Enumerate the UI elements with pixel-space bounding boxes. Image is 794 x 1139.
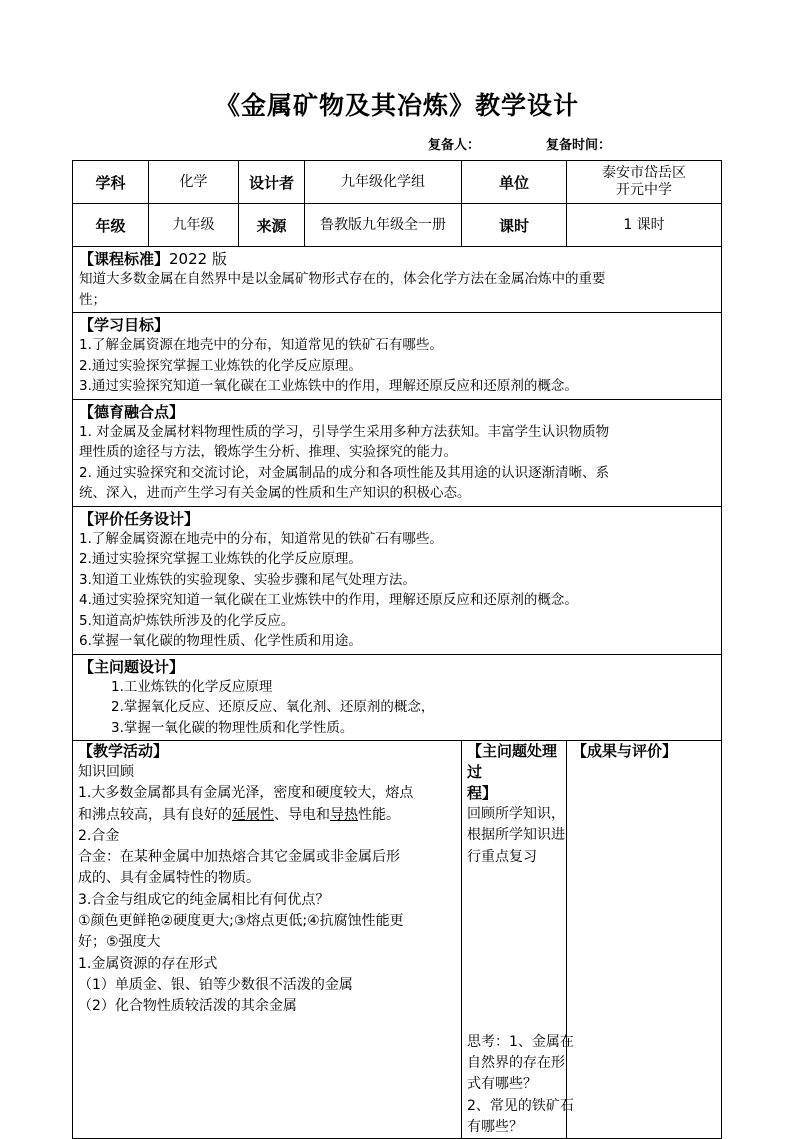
page-title: 《金属矿物及其冶炼》教学设计 [214,91,579,120]
objectives-row [73,313,722,400]
info-row-1 [73,161,722,204]
main-question-heading: 【主问题设计】 [79,657,185,676]
info-row-2 [73,204,722,247]
main-question-section [73,654,722,741]
ductility-term: 延展性 [232,806,274,823]
objective-item: 2.通过实验探究掌握工业炼铁的化学反应原理。 [79,357,362,374]
activity-line: 合金：在某种金属中加热熔合其它金属或非金属后形 [78,849,400,866]
objective-item: 1.了解金属资源在地壳中的分布，知道常见的铁矿石有哪些。 [79,337,443,353]
advantages-title: 3.合金与组成它的纯金属相比有何优点？ [78,891,330,908]
prep-person-label: 复备人： [428,138,481,153]
resource-title: 1.金属资源的存在形式 [78,955,218,972]
evaluation-item: 1.了解金属资源在地壳中的分布，知道常见的铁矿石有哪些。 [79,530,443,547]
unit-value-line2: 开元中学 [616,182,673,198]
moral-p1-line1: 1. 对金属及金属材料物理性质的学习，引导学生采用多种方法获知。丰富学生认识物质物 [79,423,610,440]
period-value: 1 课时 [567,204,722,247]
main-question-item: 1.工业炼铁的化学反应原理 [111,678,273,695]
main-topic-row [73,654,722,741]
evaluation-task-section [73,506,722,654]
moral-integration-section [73,399,722,506]
evaluation-row [73,506,722,654]
subject-value: 化学 [149,161,239,204]
teaching-activities-cell [73,741,462,1139]
evaluation-item: 2.通过实验探究掌握工业炼铁的化学反应原理。 [79,551,362,567]
process-question-line: 式有哪些？ [467,1076,537,1093]
moral-integration-heading: 【德育融合点】 [79,402,185,421]
review-title: 知识回顾 [78,764,134,780]
evaluation-item: 4.通过实验探究知道一氧化碳在工业炼铁中的作用，理解还原反应和还原剂的概念。 [79,592,578,608]
activity-line: （2）化合物性质较活泼的其余金属 [78,998,297,1015]
source-label: 来源 [239,204,305,247]
activity-line: ①颜色更鲜艳②硬度更大;③熔点更低;④抗腐蚀性能更 [78,913,404,930]
evaluation-item: 6.掌握一氧化碳的物理性质、化学性质和用途。 [79,633,362,649]
moral-p1-line2: 理性质的途径与方法，锻炼学生分析、推理、实验探究的能力。 [79,444,457,460]
unit-value [567,161,722,204]
activity-line: （1）单质金、银、铂等少数很不活泼的金属 [78,976,353,993]
thermal-conductivity-term: 导热 [330,806,358,823]
evaluation-task-heading: 【评价任务设计】 [79,509,200,528]
unit-label: 单位 [462,161,567,204]
standard-line-1: 知道大多数金属在自然界中是以金属矿物形式存在的，体会化学方法在金属冶炼中的重要 [79,271,606,287]
course-standard-heading: 【课程标准】2022 版 [79,250,227,268]
source-value: 鲁教版九年级全一册 [305,204,462,247]
moral-row [73,399,722,506]
course-standard-section [73,247,722,313]
grade-value: 九年级 [149,204,239,247]
grade-label: 年级 [73,204,149,247]
process-text-line: 回顾所学知识， [467,806,565,822]
activity-line: 好；⑤强度大 [78,934,161,951]
learning-objectives-heading: 【学习目标】 [79,316,170,334]
designer-label: 设计者 [239,161,305,204]
standard-version: 2022 版 [169,250,227,268]
period-label: 课时 [462,204,567,247]
problem-process-heading: 【主问题处理过 程】 [467,742,558,802]
subject-label: 学科 [73,161,149,204]
process-question-line: 自然界的存在形 [467,1055,565,1072]
results-evaluation-cell [567,741,722,1139]
process-text-line: 根据所学知识进 [467,827,565,844]
process-text-line: 行重点复习 [467,848,537,865]
evaluation-item: 3.知道工业炼铁的实验现象、实验步骤和尾气处理方法。 [79,571,416,588]
standard-line-2: 性； [79,291,106,308]
activity-line: 和沸点较高，具有良好的延展性、导电和导热性能。 [78,806,400,823]
results-evaluation-heading: 【成果与评价】 [572,742,678,760]
process-question-line: 思考：1、金属在 [467,1033,574,1050]
activity-line: 成的、具有金属特性的物质。 [78,870,260,887]
learning-objectives-section [73,313,722,400]
main-question-item: 3.掌握一氧化碳的物理性质和化学性质。 [111,719,354,736]
designer-value: 九年级化学组 [305,161,462,204]
moral-p2-line1: 2. 通过实验探究和交流讨论，对金属制品的成分和各项性能及其用途的认识逐渐清晰、系 [79,464,610,481]
alloy-title: 2.合金 [78,827,120,844]
unit-value-line1: 泰安市岱岳区 [602,165,687,181]
main-question-item: 2.掌握氧化反应、还原反应、氧化剂、还原剂的概念， [111,699,435,715]
moral-p2-line2: 统、深入，进而产生学习有关金属的性质和生产知识的积极心态。 [79,485,471,501]
objective-item: 3.通过实验探究知道一氧化碳在工业炼铁中的作用，理解还原反应和还原剂的概念。 [79,378,578,394]
process-question-line: 2、常见的铁矿石 [467,1097,574,1114]
standard-row [73,247,722,313]
problem-process-cell [462,741,574,1139]
evaluation-item: 5.知道高炉炼铁所涉及的化学反应。 [79,612,295,629]
process-question-line: 有哪些？ [467,1119,523,1136]
teaching-activities-heading: 【教学活动】 [78,742,169,760]
prep-time-label: 复备时间： [546,138,612,153]
activities-row [73,741,722,1139]
lesson-plan-table [72,160,722,1139]
activity-line: 1.大多数金属都具有金属光泽，密度和硬度较大，熔点 [78,785,414,802]
